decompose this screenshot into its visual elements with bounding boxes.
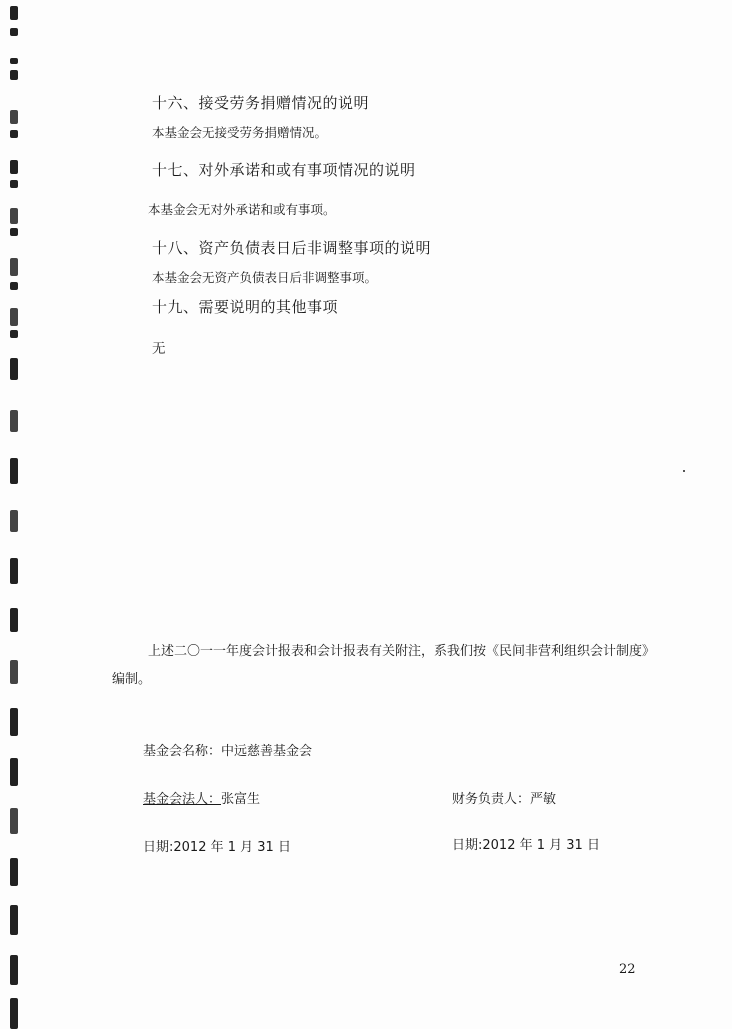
section-19-heading: 十九、需要说明的其他事项 [152,298,339,316]
section-16-body: 本基金会无接受劳务捐赠情况。 [152,125,328,140]
binding-hole [10,308,18,326]
binding-hole [10,258,18,276]
binding-hole [10,28,18,36]
scan-speck [683,470,685,472]
binding-hole [10,758,18,786]
binding-hole [10,58,18,64]
legal-representative-label: 基金会法人： [143,792,222,807]
binding-holes [0,0,30,1029]
binding-hole [10,282,18,290]
binding-hole [10,708,18,736]
binding-hole [10,70,18,80]
binding-hole [10,208,18,224]
date-right: 日期:2012 年 1 月 31 日 [452,838,600,853]
binding-hole [10,180,18,188]
binding-hole [10,110,18,124]
binding-hole [10,558,18,584]
finance-head: 财务负责人：严敏 [452,792,557,807]
binding-hole [10,808,18,834]
binding-hole [10,6,18,20]
section-18-heading: 十八、资产负债表日后非调整事项的说明 [152,239,432,257]
binding-hole [10,228,18,236]
binding-hole [10,330,18,338]
binding-hole [10,905,18,935]
section-17-heading: 十七、对外承诺和或有事项情况的说明 [152,161,416,179]
date-left: 日期:2012 年 1 月 31 日 [143,840,291,855]
binding-hole [10,358,18,380]
section-19-body: 无 [152,341,166,357]
foundation-name: 基金会名称：中远慈善基金会 [143,744,313,759]
binding-hole [10,955,18,985]
binding-hole [10,458,18,484]
binding-hole [10,660,18,684]
section-16-heading: 十六、接受劳务捐赠情况的说明 [152,94,370,112]
binding-hole [10,160,18,174]
binding-hole [10,510,18,532]
binding-hole [10,410,18,432]
legal-representative [143,788,260,807]
binding-hole [10,130,18,138]
section-17-body: 本基金会无对外承诺和或有事项。 [148,202,336,217]
statement-line-2: 编制。 [112,672,152,687]
section-18-body: 本基金会无资产负债表日后非调整事项。 [152,270,378,285]
page-number: 22 [619,962,636,977]
binding-hole [10,858,18,886]
statement-line-1: 上述二〇一一年度会计报表和会计报表有关附注，系我们按《民间非营利组织会计制度》 [148,644,656,659]
binding-hole [10,608,18,632]
binding-hole [10,998,18,1029]
legal-representative-name: 张富生 [221,792,261,807]
